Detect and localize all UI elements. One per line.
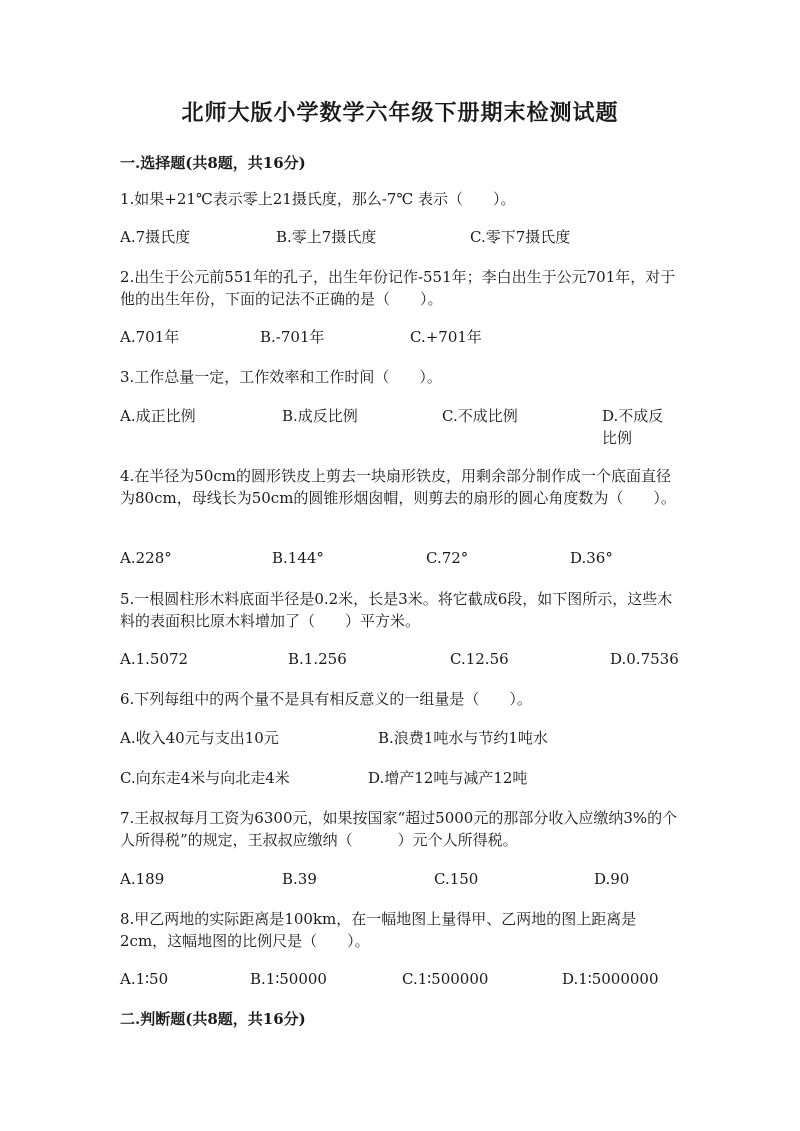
option-b: B.1∶50000: [250, 970, 327, 988]
option-d: D.90: [594, 870, 630, 888]
question-8-options: [120, 968, 690, 990]
question-8: 8.甲乙两地的实际距离是100km，在一幅地图上量得甲、乙两地的图上距离是2cm，这幅地图的比例尺是（ ）。: [120, 910, 637, 950]
option-a: A.189: [120, 870, 165, 888]
question-5: 5.一根圆柱形木料底面半径是0.2米，长是3米。将它截成6段，如下图所示，这些木料的表面积比原木料增加了（ ）平方米。: [120, 590, 673, 630]
option-b: B.1.256: [288, 650, 347, 668]
option-d: D.36°: [570, 549, 613, 567]
option-a: A.1.5072: [120, 650, 189, 668]
option-a: A.收入40元与支出10元: [120, 729, 279, 747]
option-d: D.1∶5000000: [562, 970, 659, 988]
question-1-options: [120, 226, 690, 248]
option-b: B.成反比例: [282, 407, 358, 425]
question-3-options: [120, 405, 690, 447]
question-4-options: [120, 547, 690, 569]
question-2-options: [120, 326, 690, 348]
option-c: C.12.56: [450, 650, 509, 668]
option-b: B.-701年: [260, 328, 325, 346]
option-c: C.1∶500000: [402, 970, 489, 988]
option-c: C.72°: [426, 549, 469, 567]
option-c: C.+701年: [410, 328, 482, 346]
question-6-options-row1: [120, 727, 690, 749]
option-d: D.增产12吨与减产12吨: [368, 769, 528, 787]
question-1: 1.如果+21℃表示零上21摄氏度，那么-7℃ 表示（ ）。: [120, 190, 516, 208]
question-3: 3.工作总量一定，工作效率和工作时间（ ）。: [120, 368, 442, 386]
option-b: B.39: [282, 870, 317, 888]
question-6-options-row2: [120, 767, 690, 789]
option-d: D.不成反比例: [602, 407, 664, 447]
option-d: D.0.7536: [610, 650, 679, 668]
question-6: 6.下列每组中的两个量不是具有相反意义的一组量是（ ）。: [120, 690, 532, 708]
question-7-options: [120, 868, 690, 890]
option-b: B.零上7摄氏度: [276, 228, 377, 246]
option-b: B.144°: [272, 549, 324, 567]
option-a: A.228°: [120, 549, 172, 567]
option-a: A.成正比例: [120, 407, 196, 425]
question-4: 4.在半径为50cm的圆形铁皮上剪去一块扇形铁皮，用剩余部分制作成一个底面直径为80cm，母线长为50cm的圆锥形烟囱帽，则剪去的扇形的圆心角度数为（ ）。: [120, 467, 676, 507]
page-title: 北师大版小学数学六年级下册期末检测试题: [181, 100, 619, 126]
option-c: C.向东走4米与向北走4米: [120, 769, 290, 787]
option-a: A.1∶50: [120, 970, 169, 988]
section-heading-judgement: 二.判断题(共8题，共16分): [120, 1010, 306, 1028]
section-heading-choice: 一.选择题(共8题，共16分): [120, 154, 306, 172]
option-a: A.7摄氏度: [120, 228, 191, 246]
question-5-options: [120, 648, 690, 670]
option-c: C.零下7摄氏度: [470, 228, 571, 246]
question-7: 7.王叔叔每月工资为6300元，如果按国家“超过5000元的那部分收入应缴纳3%的个人所得税”的规定，王叔叔应缴纳（ ）元个人所得税。: [120, 809, 678, 849]
option-c: C.150: [434, 870, 479, 888]
question-2: 2.出生于公元前551年的孔子，出生年份记作-551年；李白出生于公元701年，对于他的出生年份，下面的记法不正确的是（ ）。: [120, 268, 676, 308]
option-c: C.不成比例: [442, 407, 518, 425]
option-a: A.701年: [120, 328, 180, 346]
option-b: B.浪费1吨水与节约1吨水: [378, 729, 548, 747]
